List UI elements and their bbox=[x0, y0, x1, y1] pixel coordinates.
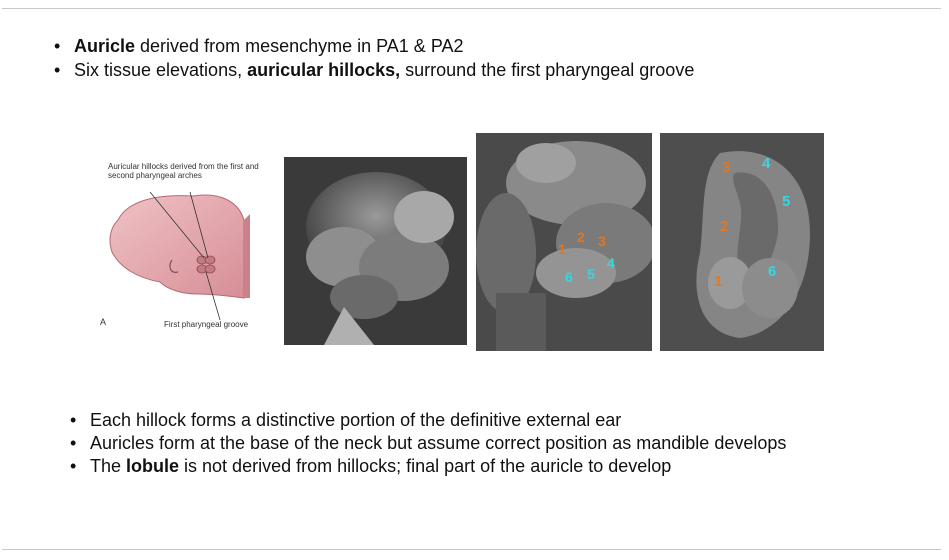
hillock-label-3: 3 bbox=[722, 159, 731, 176]
bold-term: Auricle bbox=[74, 36, 136, 56]
sem-texture bbox=[284, 157, 467, 345]
hillocks-caption: Auricular hillocks derived from the first and second pharyngeal arches bbox=[108, 162, 259, 180]
top-bullet-list bbox=[52, 34, 694, 82]
bullet-text: Each hillock forms a distinctive portion of the definitive external ear bbox=[90, 410, 622, 430]
bullet-text: Auricles form at the base of the neck but assume correct position as mandible develops bbox=[90, 433, 787, 453]
bottom-bullet-list bbox=[68, 409, 808, 478]
hillock-label-4: 4 bbox=[607, 255, 615, 271]
bullet-text: The bbox=[90, 456, 127, 476]
bullet-auricle-position bbox=[68, 432, 808, 455]
groove-caption: First pharyngeal groove bbox=[164, 320, 249, 329]
hillock-label-3: 3 bbox=[598, 233, 606, 249]
bullet-hillock-portion bbox=[68, 409, 808, 432]
bullet-hillocks bbox=[52, 58, 694, 82]
sem-image-hillocks-late bbox=[660, 133, 824, 351]
bullet-text: is not derived from hillocks; final part of the auricle to develop bbox=[179, 456, 672, 476]
bullet-text: derived from mesenchyme in PA1 & PA2 bbox=[135, 36, 464, 56]
sem-texture bbox=[660, 133, 824, 351]
hillock-label-2: 2 bbox=[577, 229, 585, 245]
hillock-label-1: 1 bbox=[558, 241, 566, 257]
bullet-text: Six tissue elevations, bbox=[74, 60, 248, 80]
bold-term: auricular hillocks, bbox=[247, 60, 401, 80]
embryo-drawing bbox=[98, 148, 278, 348]
hillock-label-2: 2 bbox=[720, 218, 729, 235]
hillock-label-4: 4 bbox=[762, 155, 771, 172]
panel-letter: A bbox=[100, 317, 107, 327]
sem-image-embryo-head bbox=[284, 157, 467, 345]
bullet-auricle bbox=[52, 34, 694, 58]
embryo-illustration bbox=[98, 148, 278, 348]
bullet-text: surround the first pharyngeal groove bbox=[400, 60, 695, 80]
bold-term: lobule bbox=[126, 456, 180, 476]
hillock-label-6: 6 bbox=[565, 269, 573, 285]
bullet-lobule bbox=[68, 455, 808, 478]
hillock-label-6: 6 bbox=[768, 263, 777, 280]
hillock-label-5: 5 bbox=[782, 193, 791, 210]
sem-image-hillocks-early bbox=[476, 133, 652, 351]
hillock-label-5: 5 bbox=[587, 266, 595, 282]
hillock-label-1: 1 bbox=[714, 273, 723, 290]
